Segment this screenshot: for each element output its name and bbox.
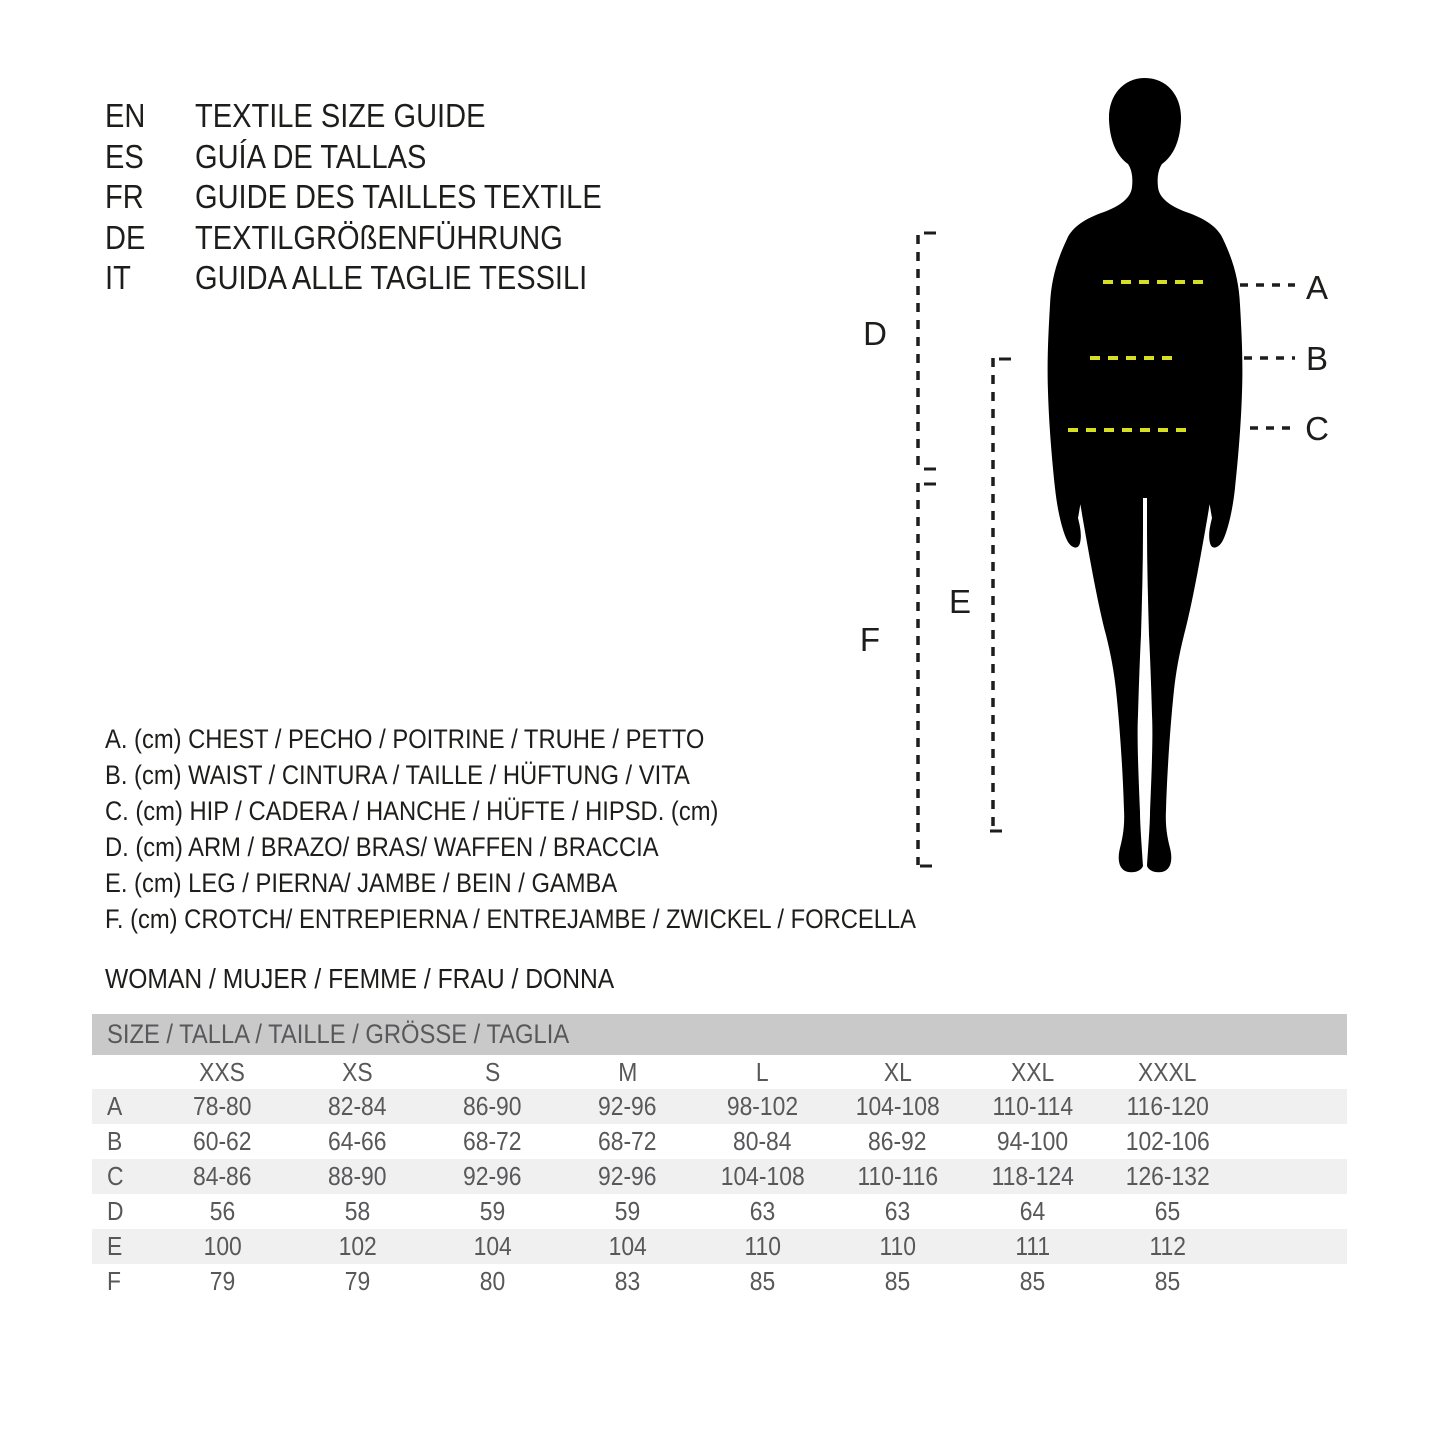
size-cell: 102-106 xyxy=(1125,1126,1210,1156)
size-cell: 112 xyxy=(1149,1231,1186,1261)
size-cell: 126-132 xyxy=(1125,1161,1210,1191)
table-row xyxy=(92,1194,1347,1229)
size-cell: 85 xyxy=(749,1266,776,1296)
size-cell: 79 xyxy=(344,1266,371,1296)
size-cell: 100 xyxy=(203,1231,242,1261)
language-code: FR xyxy=(105,178,144,215)
language-title-list xyxy=(105,96,657,299)
table-row xyxy=(92,1124,1347,1159)
size-cell: 83 xyxy=(614,1266,641,1296)
column-header: L xyxy=(756,1056,769,1087)
column-header: XL xyxy=(883,1056,912,1087)
size-cell: 104 xyxy=(608,1231,647,1261)
size-cell: 86-90 xyxy=(463,1091,522,1121)
chest-label: A xyxy=(1305,269,1329,306)
row-label: E xyxy=(107,1231,123,1261)
table-row xyxy=(92,1229,1347,1264)
crotch-label: F xyxy=(859,621,881,658)
size-cell: 92-96 xyxy=(598,1091,657,1121)
legend-line-arm: D. (cm) ARM / BRAZO/ BRAS/ WAFFEN / BRACCIA xyxy=(105,832,659,862)
size-cell: 98-102 xyxy=(726,1091,799,1121)
column-header: XXL xyxy=(1010,1056,1055,1087)
size-cell: 63 xyxy=(749,1196,776,1226)
size-cell: 59 xyxy=(614,1196,641,1226)
size-cell: 85 xyxy=(884,1266,911,1296)
size-cell: 92-96 xyxy=(463,1161,522,1191)
size-cell: 118-124 xyxy=(991,1161,1074,1191)
size-cell: 86-92 xyxy=(868,1126,927,1156)
size-cell: 102 xyxy=(338,1231,377,1261)
size-cell: 84-86 xyxy=(193,1161,252,1191)
language-row xyxy=(105,96,657,137)
language-code: IT xyxy=(105,259,131,296)
row-label: B xyxy=(107,1126,123,1156)
language-code: DE xyxy=(105,218,146,256)
size-cell: 116-120 xyxy=(1126,1091,1209,1121)
language-title: GUIDE DES TAILLES TEXTILE xyxy=(195,178,602,215)
size-cell: 85 xyxy=(1019,1266,1046,1296)
leg-label: E xyxy=(948,583,972,620)
size-cell: 94-100 xyxy=(996,1126,1069,1156)
row-label: C xyxy=(107,1161,124,1191)
size-cell: 88-90 xyxy=(328,1161,387,1191)
legend-line-waist: B. (cm) WAIST / CINTURA / TAILLE / HÜFTUNG / VITA xyxy=(105,760,690,790)
column-header: M xyxy=(617,1056,638,1087)
size-cell: 82-84 xyxy=(328,1091,387,1121)
size-cell: 58 xyxy=(344,1196,371,1226)
gender-title: WOMAN / MUJER / FEMME / FRAU / DONNA xyxy=(105,963,615,994)
row-label: F xyxy=(107,1266,121,1296)
language-title: TEXTILGRÖßENFÜHRUNG xyxy=(195,218,563,256)
table-row xyxy=(92,1089,1347,1124)
arm-label: D xyxy=(863,315,887,352)
measurement-legend xyxy=(105,721,1027,937)
size-cell: 104-108 xyxy=(720,1161,805,1191)
size-cell: 63 xyxy=(884,1196,911,1226)
language-row xyxy=(105,137,657,178)
size-cell: 85 xyxy=(1154,1266,1181,1296)
hip-label: C xyxy=(1305,410,1329,447)
size-cell: 56 xyxy=(209,1196,236,1226)
language-row xyxy=(105,218,657,259)
size-cell: 64-66 xyxy=(328,1126,387,1156)
size-cell: 110 xyxy=(744,1231,781,1261)
size-cell: 104 xyxy=(473,1231,512,1261)
column-header: XXS xyxy=(199,1056,246,1087)
size-cell: 79 xyxy=(209,1266,236,1296)
size-cell: 68-72 xyxy=(598,1126,657,1156)
size-cell: 110-114 xyxy=(992,1091,1073,1121)
size-cell: 92-96 xyxy=(598,1161,657,1191)
size-cell: 64 xyxy=(1019,1196,1046,1226)
legend-line-chest: A. (cm) CHEST / PECHO / POITRINE / TRUHE / PETTO xyxy=(105,724,705,754)
size-cell: 111 xyxy=(1015,1231,1050,1261)
size-cell: 104-108 xyxy=(855,1091,940,1121)
language-code: EN xyxy=(105,97,146,134)
column-header: XS xyxy=(342,1056,373,1087)
table-row xyxy=(92,1159,1347,1194)
size-table-title-bar: SIZE / TALLA / TAILLE / GRÖSSE / TAGLIA xyxy=(92,1014,1347,1055)
size-cell: 80 xyxy=(479,1266,506,1296)
language-title: TEXTILE SIZE GUIDE xyxy=(195,97,486,134)
size-cell: 60-62 xyxy=(193,1126,252,1156)
size-cell: 68-72 xyxy=(463,1126,522,1156)
language-title: GUÍA DE TALLAS xyxy=(195,137,427,175)
size-cell: 59 xyxy=(479,1196,506,1226)
size-table xyxy=(92,1014,1347,1299)
language-code: ES xyxy=(105,137,144,175)
row-label: D xyxy=(107,1196,124,1226)
language-title: GUIDA ALLE TAGLIE TESSILI xyxy=(195,259,588,296)
waist-label: B xyxy=(1305,340,1329,377)
row-label: A xyxy=(107,1091,123,1121)
size-cell: 78-80 xyxy=(193,1091,252,1121)
size-column-header-row xyxy=(92,1055,1347,1089)
legend-line-hip: C. (cm) HIP / CADERA / HANCHE / HÜFTE / HIPSD. (cm) xyxy=(105,796,719,826)
size-cell: 65 xyxy=(1154,1196,1181,1226)
column-header: S xyxy=(484,1056,501,1087)
column-header: XXXL xyxy=(1138,1056,1197,1087)
size-cell: 110-116 xyxy=(857,1161,938,1191)
legend-line-leg: E. (cm) LEG / PIERNA/ JAMBE / BEIN / GAMBA xyxy=(105,868,618,898)
language-row xyxy=(105,258,657,299)
language-row xyxy=(105,177,657,218)
legend-line-crotch: F. (cm) CROTCH/ ENTREPIERNA / ENTREJAMBE / ZWICKEL / FORCELLA xyxy=(105,904,917,934)
table-row xyxy=(92,1264,1347,1299)
woman-silhouette xyxy=(1048,78,1243,872)
size-cell: 110 xyxy=(879,1231,916,1261)
size-cell: 80-84 xyxy=(733,1126,792,1156)
